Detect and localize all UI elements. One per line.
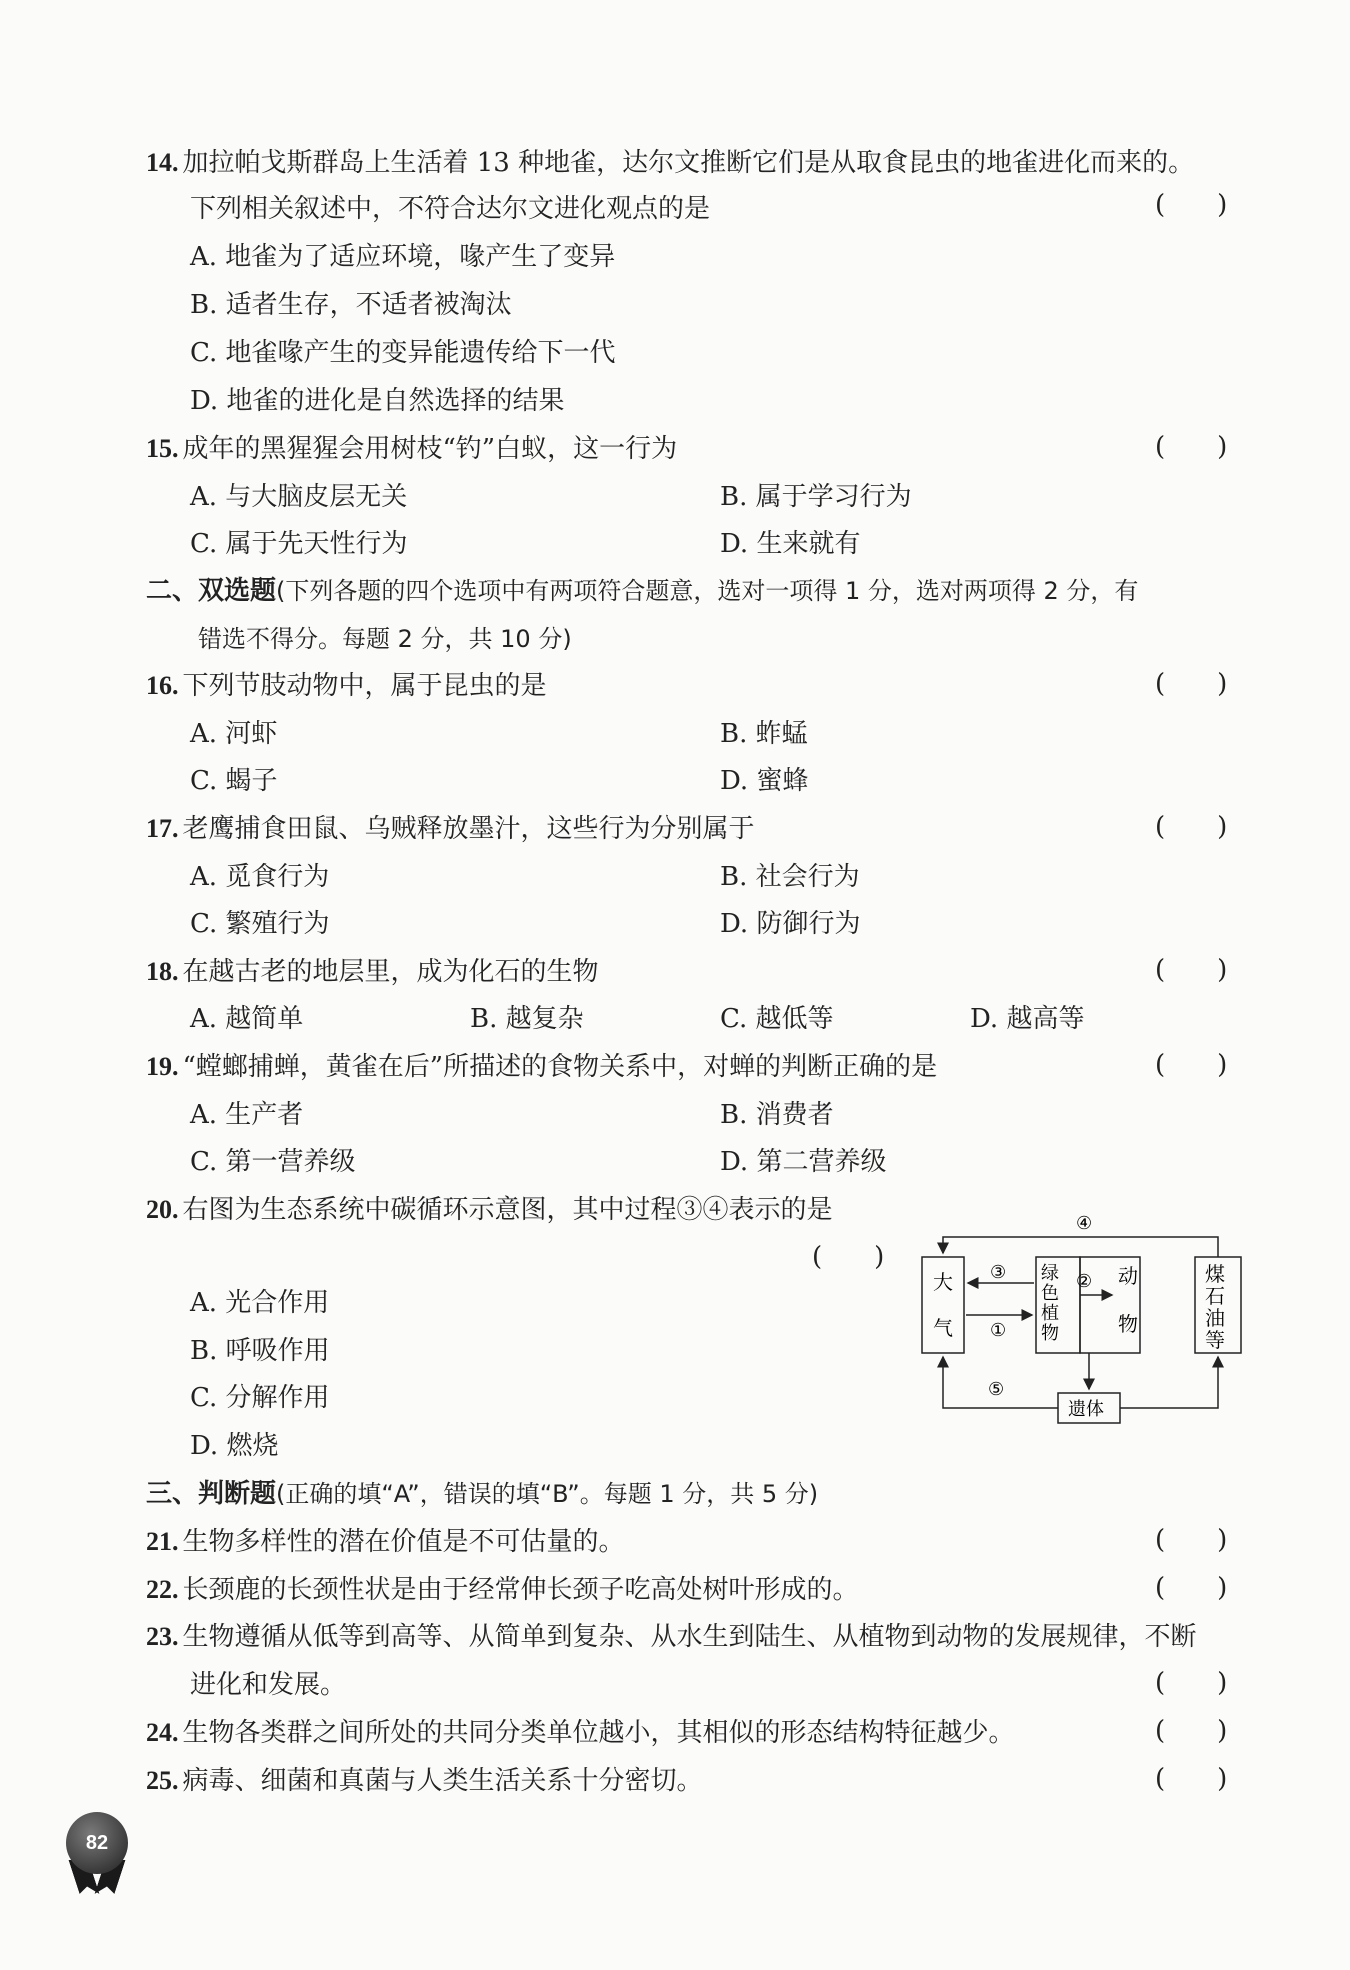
q19-stem [146, 1050, 937, 1084]
q15-number: 15. [146, 434, 179, 463]
arrow-4 [943, 1237, 1218, 1257]
q18-option-b: B. 越复杂 [470, 1004, 584, 1034]
q16-answer-paren[interactable]: ( ) [1155, 669, 1228, 699]
q15-option-c: C. 属于先天性行为 [190, 529, 408, 559]
arrow-fossil [1120, 1357, 1218, 1408]
q15-option-d: D. 生来就有 [720, 529, 861, 559]
q23-answer-paren[interactable]: ( ) [1155, 1668, 1228, 1698]
q15-stem-text: 成年的黑猩猩会用树枝“钓”白蚁，这一行为 [182, 434, 678, 464]
q15-option-a: A. 与大脑皮层无关 [190, 482, 408, 512]
q19-option-c: C. 第一营养级 [190, 1147, 356, 1177]
q17-answer-paren[interactable]: ( ) [1155, 812, 1228, 842]
q18-option-d: D. 越高等 [970, 1004, 1085, 1034]
q16-option-c: C. 蝎子 [190, 766, 278, 796]
q21-number: 21. [146, 1527, 179, 1556]
q20-stem-text: 右图为生态系统中碳循环示意图，其中过程③④表示的是 [182, 1195, 833, 1225]
q18-stem [146, 955, 599, 989]
q14-answer-paren[interactable]: ( ) [1155, 190, 1228, 220]
process-2-label: ② [1076, 1271, 1093, 1292]
q19-option-b: B. 消费者 [720, 1100, 834, 1130]
q20-number: 20. [146, 1195, 179, 1224]
q17-number: 17. [146, 814, 179, 843]
q18-option-c: C. 越低等 [720, 1004, 834, 1034]
q21-stem-text: 生物多样性的潜在价值是不可估量的。 [182, 1527, 625, 1557]
q15-answer-paren[interactable]: ( ) [1155, 432, 1228, 462]
plants-label-3: 植 [1041, 1303, 1059, 1324]
animals-label-1: 动 [1118, 1264, 1138, 1288]
q17-option-c: C. 繁殖行为 [190, 909, 330, 939]
carbon-cycle-diagram [900, 1205, 1260, 1430]
q18-stem-text: 在越古老的地层里，成为化石的生物 [182, 957, 599, 987]
q20-answer-paren[interactable]: ( ) [812, 1242, 885, 1272]
remains-label: 遗体 [1068, 1399, 1104, 1420]
q23-stem-line2: 进化和发展。 [190, 1670, 347, 1700]
q20-option-a: A. 光合作用 [190, 1288, 330, 1318]
q14-stem-line2: 下列相关叙述中，不符合达尔文进化观点的是 [190, 194, 711, 224]
q14-number: 14. [146, 148, 179, 177]
q16-option-b: B. 蚱蜢 [720, 719, 808, 749]
process-3-label: ③ [990, 1262, 1007, 1283]
q16-stem [146, 669, 547, 703]
q16-stem-text: 下列节肢动物中，属于昆虫的是 [182, 671, 547, 701]
q22-stem-text: 长颈鹿的长颈性状是由于经常伸长颈子吃高处树叶形成的。 [182, 1575, 859, 1605]
q21-stem [146, 1525, 625, 1559]
q17-option-d: D. 防御行为 [720, 909, 861, 939]
q14-option-a: A. 地雀为了适应环境，喙产生了变异 [190, 242, 616, 272]
fossil-label-3: 油 [1205, 1306, 1225, 1330]
q25-number: 25. [146, 1766, 179, 1795]
section2-note1: (下列各题的四个选项中有两项符合题意，选对一项得 1 分，选对两项得 2 分，有 [276, 577, 1139, 605]
q21-answer-paren[interactable]: ( ) [1155, 1525, 1228, 1555]
process-5-label: ⑤ [988, 1379, 1005, 1400]
q18-answer-paren[interactable]: ( ) [1155, 955, 1228, 985]
q20-option-b: B. 呼吸作用 [190, 1336, 330, 1366]
section2-title: 二、双选题 [146, 576, 277, 606]
q16-option-a: A. 河虾 [190, 719, 278, 749]
section3-note: (正确的填“A”，错误的填“B”。每题 1 分，共 5 分) [276, 1480, 819, 1508]
q14-option-b: B. 适者生存，不适者被淘汰 [190, 290, 512, 320]
page-number-badge: 82 [66, 1812, 128, 1874]
section3-title: 三、判断题 [146, 1479, 277, 1509]
q15-stem [146, 432, 677, 466]
section2-heading [146, 574, 1138, 608]
q25-stem [146, 1764, 703, 1798]
section2-note2: 错选不得分。每题 2 分，共 10 分) [198, 625, 572, 653]
q22-number: 22. [146, 1575, 179, 1604]
q19-option-d: D. 第二营养级 [720, 1147, 887, 1177]
q17-option-a: A. 觅食行为 [190, 862, 330, 892]
q16-number: 16. [146, 671, 179, 700]
q16-option-d: D. 蜜蜂 [720, 766, 809, 796]
q20-option-c: C. 分解作用 [190, 1383, 330, 1413]
q24-stem-text: 生物各类群之间所处的共同分类单位越小，其相似的形态结构特征越少。 [182, 1718, 1015, 1748]
q25-answer-paren[interactable]: ( ) [1155, 1764, 1228, 1794]
fossil-label-2: 石 [1205, 1284, 1225, 1308]
q23-number: 23. [146, 1622, 179, 1651]
animals-label-2: 物 [1118, 1312, 1138, 1336]
q20-stem [146, 1193, 833, 1227]
q24-number: 24. [146, 1718, 179, 1747]
process-4-label: ④ [1076, 1213, 1093, 1234]
q19-option-a: A. 生产者 [190, 1100, 304, 1130]
q17-option-b: B. 社会行为 [720, 862, 860, 892]
plants-label-4: 物 [1041, 1323, 1059, 1344]
q18-option-a: A. 越简单 [190, 1004, 304, 1034]
q24-answer-paren[interactable]: ( ) [1155, 1716, 1228, 1746]
q14-stem-text: 加拉帕戈斯群岛上生活着 13 种地雀，达尔文推断它们是从取食昆虫的地雀进化而来的。 [182, 148, 1195, 178]
plants-label-2: 色 [1041, 1283, 1059, 1304]
q18-number: 18. [146, 957, 179, 986]
q25-stem-text: 病毒、细菌和真菌与人类生活关系十分密切。 [182, 1766, 703, 1796]
q19-answer-paren[interactable]: ( ) [1155, 1050, 1228, 1080]
q15-option-b: B. 属于学习行为 [720, 482, 912, 512]
section3-heading [146, 1477, 818, 1511]
q22-stem [146, 1573, 859, 1607]
atmosphere-label-2: 气 [933, 1316, 953, 1340]
q20-option-d: D. 燃烧 [190, 1431, 279, 1461]
plants-label-1: 绿 [1041, 1263, 1059, 1284]
q14-stem-line1 [146, 146, 1194, 180]
q23-stem-text: 生物遵循从低等到高等、从简单到复杂、从水生到陆生、从植物到动物的发展规律，不断 [182, 1622, 1197, 1652]
atmosphere-label-1: 大 [933, 1270, 953, 1294]
q22-answer-paren[interactable]: ( ) [1155, 1573, 1228, 1603]
q14-option-c: C. 地雀喙产生的变异能遗传给下一代 [190, 338, 616, 368]
q19-stem-text: “螳螂捕蝉，黄雀在后”所描述的食物关系中，对蝉的判断正确的是 [182, 1052, 938, 1082]
process-1-label: ① [990, 1320, 1007, 1341]
q17-stem-text: 老鹰捕食田鼠、乌贼释放墨汁，这些行为分别属于 [182, 814, 755, 844]
q19-number: 19. [146, 1052, 179, 1081]
fossil-label-4: 等 [1205, 1328, 1225, 1352]
q24-stem [146, 1716, 1015, 1750]
q17-stem [146, 812, 755, 846]
fossil-label-1: 煤 [1205, 1262, 1225, 1286]
q14-option-d: D. 地雀的进化是自然选择的结果 [190, 386, 565, 416]
q23-stem-line1 [146, 1620, 1197, 1654]
